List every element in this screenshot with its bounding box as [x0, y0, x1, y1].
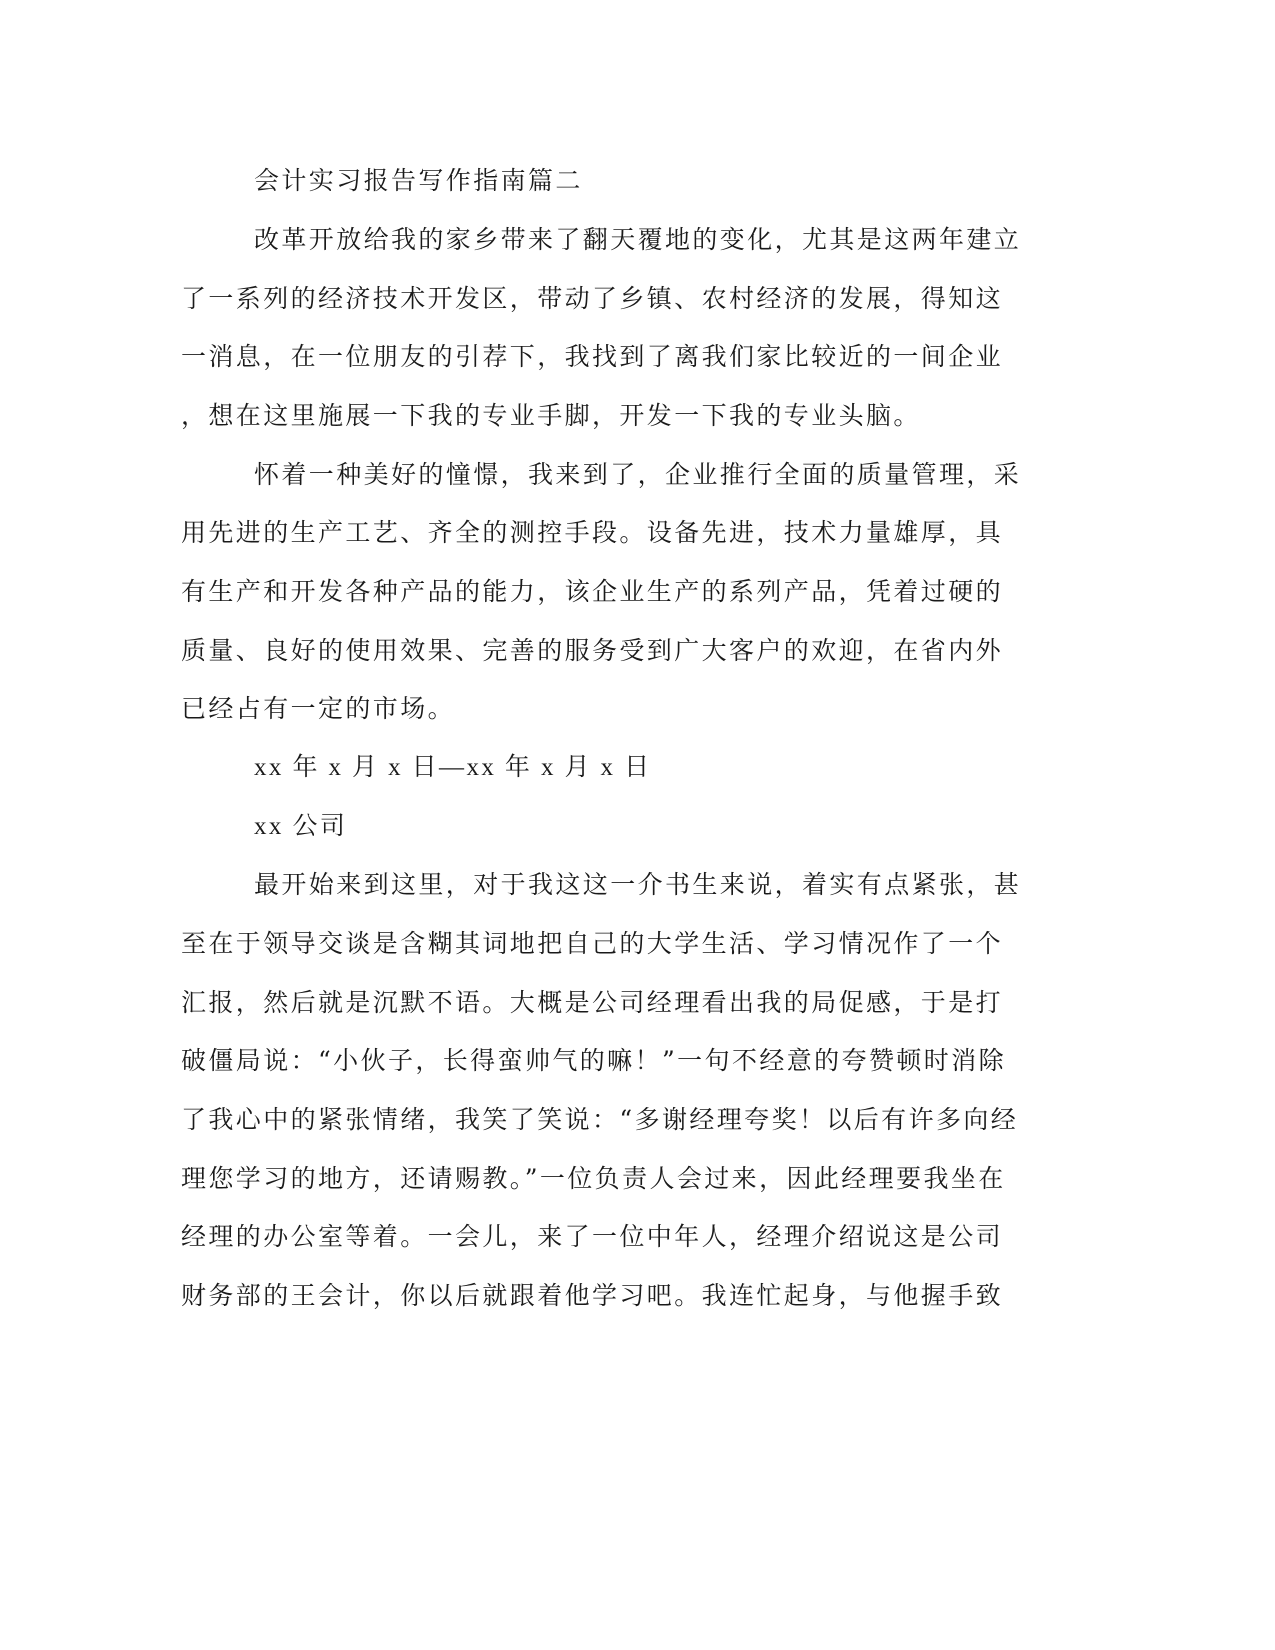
paragraph-line: 一消息，在一位朋友的引荐下，我找到了离我们家比较近的一间企业 — [181, 342, 1004, 371]
paragraph-line: 了我心中的紧张情绪，我笑了笑说：“多谢经理夸奖！以后有许多向经 — [181, 1105, 1019, 1134]
paragraph-line: ，想在这里施展一下我的专业手脚，开发一下我的专业头脑。 — [181, 401, 921, 430]
section-title: 会计实习报告写作指南篇二 — [254, 166, 583, 195]
paragraph-line: 了一系列的经济技术开发区，带动了乡镇、农村经济的发展，得知这 — [181, 284, 1004, 313]
paragraph-line: 汇报，然后就是沉默不语。大概是公司经理看出我的局促感，于是打 — [181, 988, 1004, 1017]
paragraph-line: 用先进的生产工艺、齐全的测控手段。设备先进，技术力量雄厚，具 — [181, 518, 1004, 547]
paragraph-line: 最开始来到这里，对于我这这一介书生来说，着实有点紧张，甚 — [254, 870, 1022, 899]
paragraph-line: 经理的办公室等着。一会儿，来了一位中年人，经理介绍说这是公司 — [181, 1222, 1004, 1251]
paragraph-line: 破僵局说：“小伙子，长得蛮帅气的嘛！”一句不经意的夸赞顿时消除 — [181, 1046, 1006, 1075]
paragraph-line: 至在于领导交谈是含糊其词地把自己的大学生活、学习情况作了一个 — [181, 929, 1004, 958]
paragraph-line: 财务部的王会计，你以后就跟着他学习吧。我连忙起身，与他握手致 — [181, 1281, 1004, 1310]
paragraph-line: 改革开放给我的家乡带来了翻天覆地的变化，尤其是这两年建立 — [254, 225, 1022, 254]
paragraph-line: 有生产和开发各种产品的能力，该企业生产的系列产品，凭着过硬的 — [181, 577, 1004, 606]
paragraph-line: 怀着一种美好的憧憬，我来到了，企业推行全面的质量管理，采 — [254, 460, 1022, 489]
paragraph-line: 理您学习的地方，还请赐教。”一位负责人会过来，因此经理要我坐在 — [181, 1164, 1006, 1193]
paragraph-line: 已经占有一定的市场。 — [181, 694, 456, 723]
paragraph-line: 质量、良好的使用效果、完善的服务受到广大客户的欢迎，在省内外 — [181, 636, 1004, 665]
company-line: xx 公司 — [254, 813, 348, 840]
date-range-line: xx 年 x 月 x 日—xx 年 x 月 x 日 — [254, 754, 652, 781]
